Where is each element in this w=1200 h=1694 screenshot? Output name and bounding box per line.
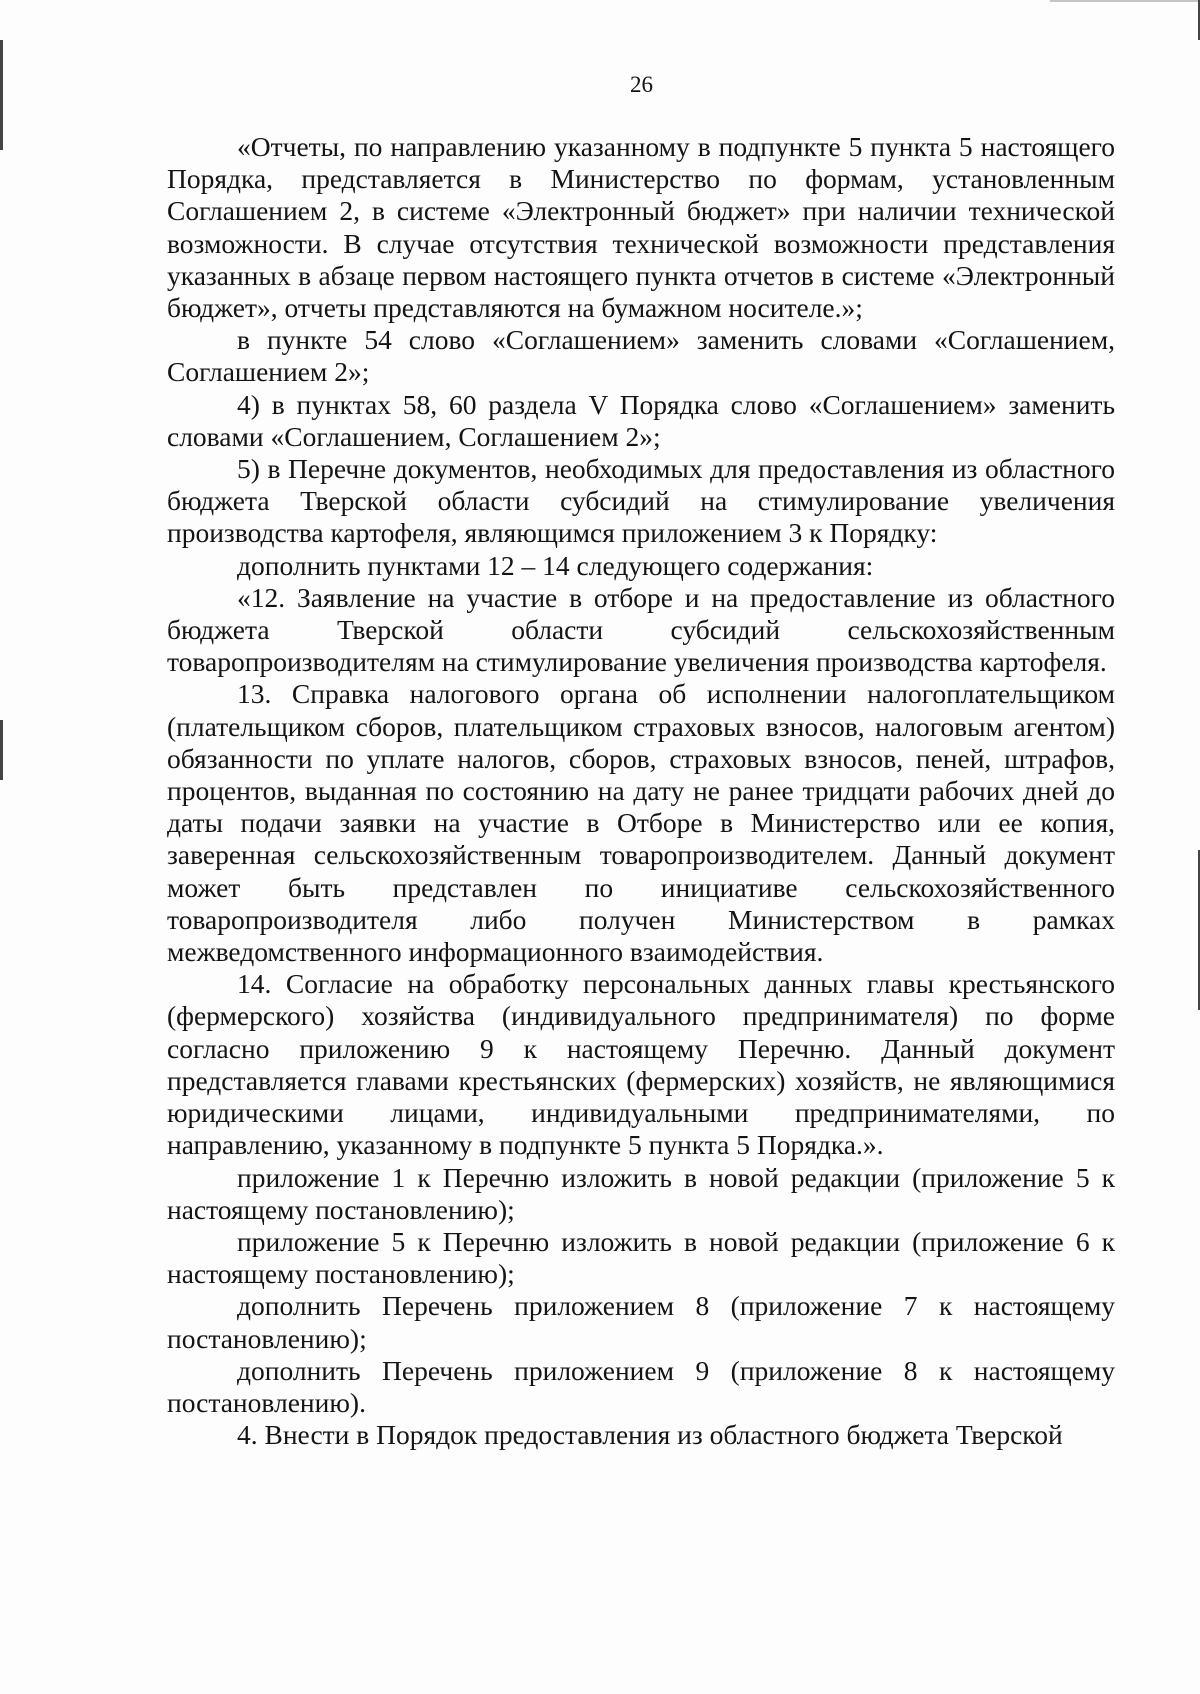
scan-edge-mark (0, 720, 3, 780)
page-number: 26 (630, 72, 653, 97)
paragraph-appendix-9: дополнить Перечень приложением 9 (приложение 8 к настоящему постановлению). (167, 1354, 1115, 1418)
paragraph-appendix-5: приложение 5 к Перечню изложить в новой редакции (приложение 6 к настоящему постановлению); (167, 1225, 1115, 1290)
paragraph-item-4: 4) в пунктах 58, 60 раздела V Порядка слово «Соглашением» заменить словами «Соглашением, Соглашением 2»; (167, 388, 1115, 452)
paragraph-item-5: 5) в Перечне документов, необходимых для предоставления из областного бюджета Тверской области субсидий на стимулирование увеличения производства картофеля, являющимся приложением 3 к Порядку: (167, 453, 1115, 549)
paragraph-appendix-8: дополнить Перечень приложением 8 (приложение 7 к настоящему постановлению); (167, 1290, 1115, 1354)
paragraph-item-4-next: 4. Внести в Порядок предоставления из областного бюджета Тверской (237, 1419, 1063, 1451)
paragraph-point-13: 13. Справка налогового органа об исполнении налогоплательщиком (плательщиком сборов, плательщиком страховых взносов, налоговым агентом) обязанности по уплате налогов, сборов, страховых взносов, пеней, штрафов, процентов, выданная по состоянию на дату не ранее тридцати рабочих дней до даты подачи заявки на участие в Отборе в Министерство или ее копия, заверенная сельскохозяйственным товаропроизводителем. Данный документ может быть представлен по инициативе сельскохозяйственного товаропроизводителя либо получен Министерством в рамках межведомственного информационного взаимодействия. (167, 678, 1115, 968)
paragraph-add-points: дополнить пунктами 12 – 14 следующего содержания: (237, 549, 874, 581)
paragraph-appendix-1: приложение 1 к Перечню изложить в новой редакции (приложение 5 к настоящему постановлению); (167, 1161, 1115, 1225)
paragraph-point-54: в пункте 54 слово «Соглашением» заменить словами «Соглашением, Соглашением 2»; (167, 324, 1115, 388)
document-body (167, 131, 1115, 1451)
paragraph-point-14: 14. Согласие на обработку персональных данных главы крестьянского (фермерского) хозяйства (индивидуального предпринимателя) по форме согласно приложению 9 к настоящему Перечню. Данный документ представляется главами крестьянских (фермерских) хозяйств, не являющимися юридическими лицами, индивидуальными предпринимателями, по направлению, указанному в подпункте 5 пункта 5 Порядка.». (167, 968, 1115, 1161)
paragraph-point-12: «12. Заявление на участие в отборе и на предоставление из областного бюджета Тверской области субсидий сельскохозяйственным товаропроизводителям на стимулирование увеличения производства картофеля. (167, 581, 1115, 678)
scan-top-edge (1050, 0, 1200, 2)
paragraph-reports: «Отчеты, по направлению указанному в подпункте 5 пункта 5 настоящего Порядка, представляется в Министерство по формам, установленным Соглашением 2, в системе «Электронный бюджет» при наличии технической возможности. В случае отсутствия технической возможности представления указанных в абзаце первом настоящего пункта отчетов в системе «Электронный бюджет», отчеты представляются на бумажном носителе.»; (167, 131, 1115, 324)
